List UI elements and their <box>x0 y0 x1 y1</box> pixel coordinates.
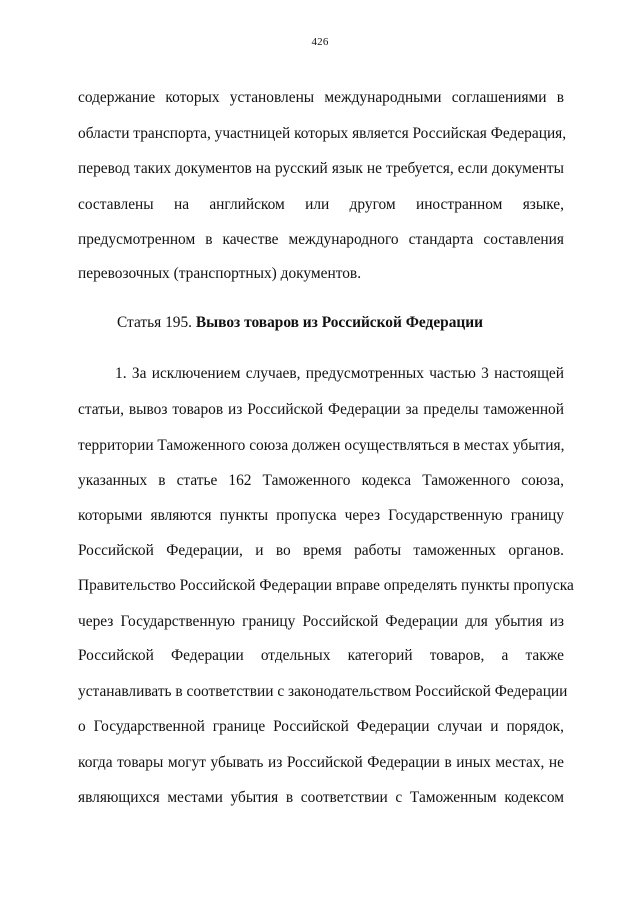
page-number: 426 <box>311 36 329 48</box>
paragraph-1-line-6: перевозочных (транспортных) документов. <box>78 265 362 282</box>
paragraph-1-line-2: области транспорта, участницей которых является Российская Федерация, <box>78 125 567 142</box>
paragraph-2-line-3: территории Таможенного союза должен осуществляться в местах убытия, <box>78 437 565 454</box>
paragraph-2-line-6: Российской Федерации, и во время работы таможенных органов. <box>78 542 564 559</box>
paragraph-1-line-1: содержание которых установлены международными соглашениями в <box>78 89 564 106</box>
paragraph-2-line-13: являющихся местами убытия в соответствии с Таможенным кодексом <box>78 789 564 806</box>
paragraph-2-line-5: которыми являются пункты пропуска через Государственную границу <box>78 507 564 524</box>
article-prefix: Статья 195. <box>117 314 193 331</box>
paragraph-1-line-5: предусмотренном в качестве международного стандарта составления <box>78 231 564 248</box>
paragraph-2-line-11: о Государственной границе Российской Федерации случаи и порядок, <box>78 718 564 735</box>
paragraph-2-line-2: статьи, вывоз товаров из Российской Федерации за пределы таможенной <box>78 401 564 418</box>
paragraph-1-line-3: перевод таких документов на русский язык не требуется, если документы <box>78 160 564 177</box>
paragraph-2-line-8: через Государственную границу Российской Федерации для убытия из <box>78 613 564 630</box>
paragraph-2-line-1: 1. За исключением случаев, предусмотренных частью 3 настоящей <box>115 365 564 382</box>
paragraph-2-line-4: указанных в статье 162 Таможенного кодекса Таможенного союза, <box>78 472 564 489</box>
paragraph-2-line-7: Правительство Российской Федерации вправе определять пункты пропуска <box>78 577 574 594</box>
paragraph-2-line-9: Российской Федерации отдельных категорий товаров, а также <box>78 647 564 664</box>
article-heading <box>117 313 557 333</box>
paragraph-1-line-4: составлены на английском или другом иностранном языке, <box>78 196 564 213</box>
article-title: Вывоз товаров из Российской Федерации <box>195 314 484 331</box>
paragraph-2-line-12: когда товары могут убывать из Российской Федерации в иных местах, не <box>78 754 564 771</box>
paragraph-2-line-10: устанавливать в соответствии с законодательством Российской Федерации <box>78 683 568 700</box>
